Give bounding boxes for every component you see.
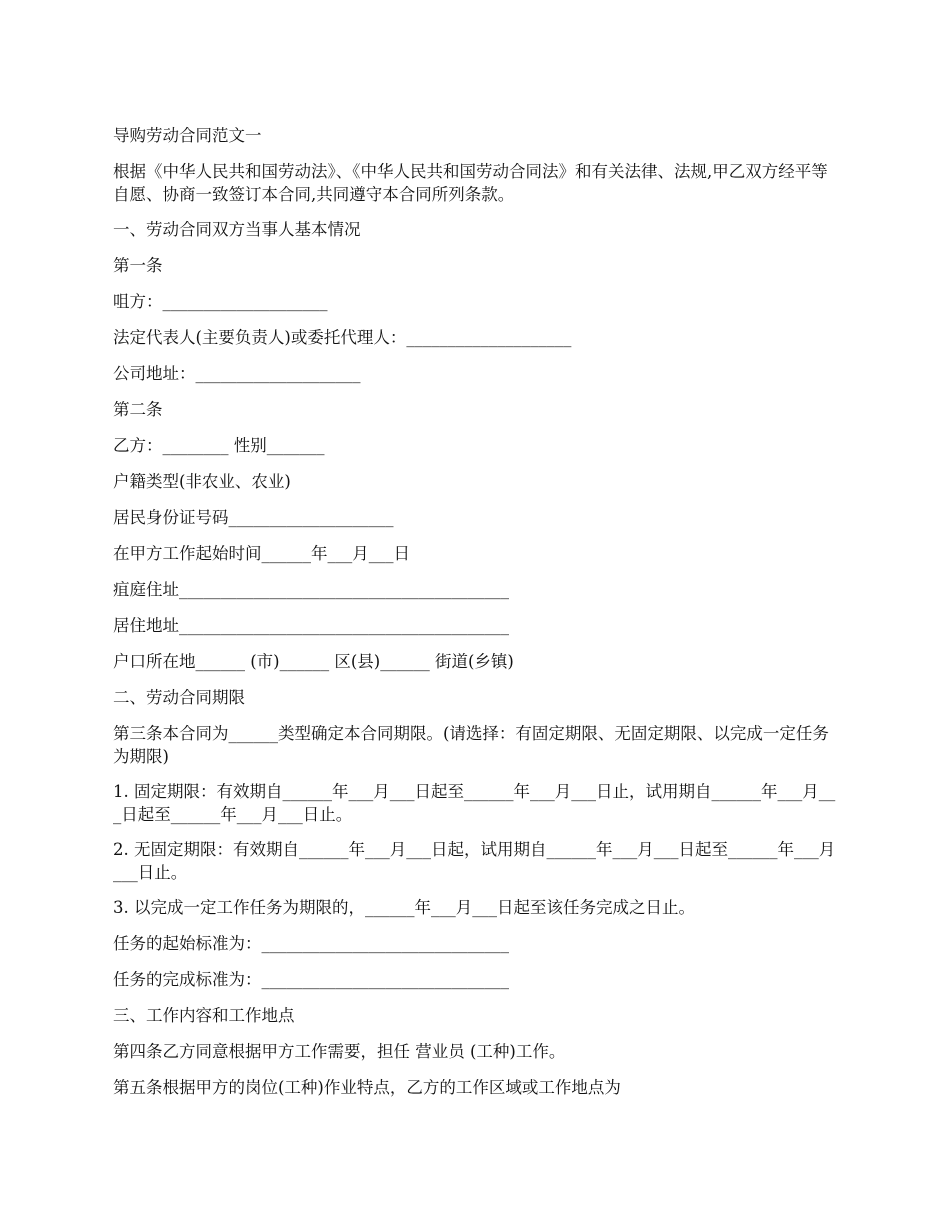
home-address-field: 疽庭住址________________________________________ bbox=[113, 580, 509, 599]
fixed-term-paragraph: 1. 固定期限：有效期自______年___月___日起至______年___月___日止，试用期自______年___月___日起至______年___月___日止。 bbox=[113, 782, 836, 824]
article-2-heading: 第二条 bbox=[113, 400, 163, 419]
task-term-paragraph: 3. 以完成一定工作任务为期限的，______年___月___日起至该任务完成之日止。 bbox=[113, 898, 695, 917]
company-address-field: 公司地址：____________________ bbox=[113, 364, 361, 383]
id-number-field: 居民身份证号码____________________ bbox=[113, 508, 394, 527]
party-b-field: 乙方：________ 性别_______ bbox=[113, 436, 325, 455]
article-3-paragraph: 第三条本合同为______类型确定本合同期限。(请选择：有固定期限、无固定期限、以完成一定任务为期限) bbox=[113, 724, 829, 766]
hukou-location-field: 户口所在地______ (市)______ 区(县)______ 街道(乡镇) bbox=[113, 652, 514, 671]
task-completion-standard-field: 任务的完成标准为：______________________________ bbox=[113, 970, 509, 989]
household-type-field: 户籍类型(非农业、农业) bbox=[113, 472, 291, 491]
document-title: 导购劳动合同范文一 bbox=[113, 126, 262, 145]
article-5-paragraph: 第五条根据甲方的岗位(工种)作业特点，乙方的工作区域或工作地点为 bbox=[113, 1078, 621, 1097]
residence-address-field: 居住地址________________________________________ bbox=[113, 616, 509, 635]
section-3-heading: 三、工作内容和工作地点 bbox=[113, 1006, 295, 1025]
open-term-paragraph: 2. 无固定期限：有效期自______年___月___日起，试用期自______年___月___日起至______年___月___日止。 bbox=[113, 840, 836, 882]
section-1-heading: 一、劳动合同双方当事人基本情况 bbox=[113, 220, 361, 239]
article-1-heading: 第一条 bbox=[113, 256, 163, 275]
party-a-field: 咀方：____________________ bbox=[113, 292, 328, 311]
section-2-heading: 二、劳动合同期限 bbox=[113, 688, 245, 707]
start-date-field: 在甲方工作起始时间______年___月___日 bbox=[113, 544, 410, 563]
task-start-standard-field: 任务的起始标准为：______________________________ bbox=[113, 934, 509, 953]
preamble-paragraph: 根据《中华人民共和国劳动法》、《中华人民共和国劳动合同法》和有关法律、法规,甲乙双方经平等自愿、协商一致签订本合同,共同遵守本合同所列条款。 bbox=[113, 162, 828, 204]
legal-representative-field: 法定代表人(主要负责人)或委托代理人：____________________ bbox=[113, 328, 572, 347]
article-4-paragraph: 第四条乙方同意根据甲方工作需要，担任 营业员 (工种)工作。 bbox=[113, 1042, 566, 1061]
contract-document bbox=[113, 124, 838, 1112]
